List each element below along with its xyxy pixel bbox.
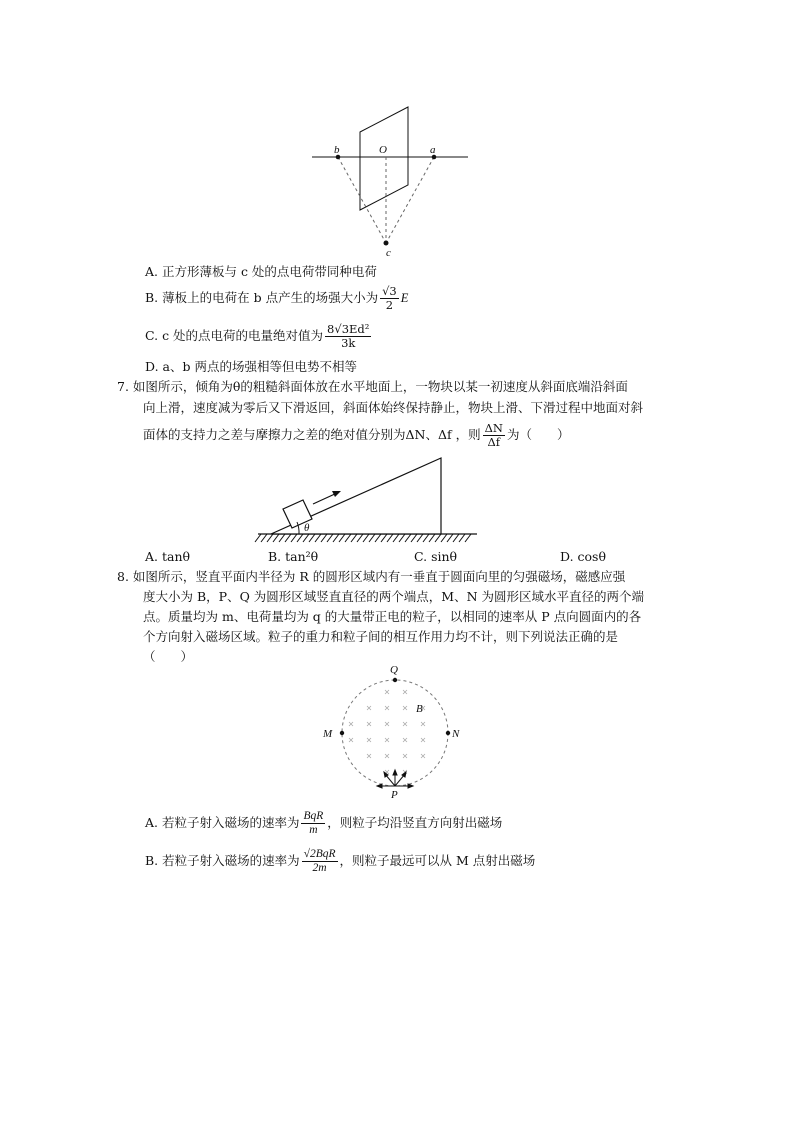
q8-option-a-numerator: BqR xyxy=(303,810,324,822)
hatch-mark xyxy=(261,534,267,542)
label-a: a xyxy=(430,144,436,156)
hatch-mark xyxy=(405,534,411,542)
q8-stem-line1: 8. 如图所示，竖直平面内半径为 R 的圆形区域内有一垂直于圆面向里的匀强磁场，磁感应强 xyxy=(117,569,626,584)
hatch-mark xyxy=(357,534,363,542)
q8-option-b xyxy=(145,848,535,875)
label-b-field: B xyxy=(416,703,423,715)
incline-figure xyxy=(255,450,485,550)
theta-label: θ xyxy=(304,522,310,534)
hatch-mark xyxy=(291,534,297,542)
hatch-mark xyxy=(411,534,417,542)
q6-option-b-text: B. 薄板上的电荷在 b 点产生的场强大小为 xyxy=(145,290,379,305)
label-c: c xyxy=(386,247,391,259)
hatch-mark xyxy=(327,534,333,542)
hatch-mark xyxy=(465,534,471,542)
field-cross-marks xyxy=(349,690,425,774)
hatch-mark xyxy=(363,534,369,542)
q7-option-c: C. sinθ xyxy=(414,549,458,564)
hatch-mark xyxy=(393,534,399,542)
hatch-mark xyxy=(333,534,339,542)
q6-option-b-denominator: 2 xyxy=(385,298,394,312)
label-q: Q xyxy=(390,664,398,676)
hatch-mark xyxy=(375,534,381,542)
q6-option-c-numerator: 8√3Ed² xyxy=(327,322,370,336)
hatch-mark xyxy=(447,534,453,542)
point-m-dot xyxy=(340,731,344,735)
square-plate xyxy=(360,107,408,210)
hatch-mark xyxy=(441,534,447,542)
q6-option-d: D. a、b 两点的场强相等但电势不相等 xyxy=(145,359,357,374)
label-n: N xyxy=(452,728,460,740)
hatch-mark xyxy=(387,534,393,542)
q6-option-b xyxy=(145,285,408,312)
q8-stem-line5: （ ） xyxy=(143,649,194,664)
q7-stem-line3 xyxy=(143,422,569,449)
hatch-mark xyxy=(381,534,387,542)
hatch-mark xyxy=(429,534,435,542)
q8-option-b-text: B. 若粒子射入磁场的速率为 xyxy=(145,853,300,868)
q6-option-c xyxy=(145,323,373,350)
hatch-mark xyxy=(303,534,309,542)
q6-option-c-denominator: 3k xyxy=(341,336,356,350)
q7-ratio-numerator: ΔN xyxy=(484,421,503,435)
velocity-arrow-line xyxy=(313,493,337,504)
q8-option-a-suffix: ，则粒子均沿竖直方向射出磁场 xyxy=(327,815,503,830)
point-n-dot xyxy=(446,731,450,735)
q8-option-a-text: A. 若粒子射入磁场的速率为 xyxy=(145,815,300,830)
hatch-mark xyxy=(345,534,351,542)
hatch-mark xyxy=(273,534,279,542)
q7-ratio-fraction xyxy=(483,422,505,449)
q6-option-b-suffix: E xyxy=(400,291,409,305)
q8-option-b-suffix: ，则粒子最远可以从 M 点射出磁场 xyxy=(339,853,536,868)
hatch-mark xyxy=(309,534,315,542)
velocity-arrow-head xyxy=(332,491,341,497)
q7-option-b: B. tan²θ xyxy=(268,549,319,564)
hatch-mark xyxy=(267,534,273,542)
p-velocity-arrows xyxy=(377,770,413,788)
hatch-mark xyxy=(423,534,429,542)
q8-option-a xyxy=(145,810,502,837)
q7-stem-line2: 向上滑，速度减为零后又下滑返回，斜面体始终保持静止，物块上滑、下滑过程中地面对斜 xyxy=(143,400,644,415)
q7-ratio-denominator: Δf xyxy=(487,435,501,449)
q8-stem-line3: 点。质量均为 m、电荷量均为 q 的大量带正电的粒子，以相同的速率从 P 点向圆面内的各 xyxy=(143,609,642,624)
q6-option-c-text: C. c 处的点电荷的电量绝对值为 xyxy=(145,328,324,343)
hatch-mark xyxy=(351,534,357,542)
hatch-mark xyxy=(321,534,327,542)
magnetic-field-figure xyxy=(315,660,475,800)
q7-option-d: D. cosθ xyxy=(560,549,606,564)
hatch-mark xyxy=(315,534,321,542)
hatch-mark xyxy=(399,534,405,542)
q7-option-a: A. tanθ xyxy=(145,549,191,564)
hatch-mark xyxy=(369,534,375,542)
hatch-mark xyxy=(279,534,285,542)
q8-option-a-fraction xyxy=(301,810,325,837)
hatch-mark xyxy=(453,534,459,542)
q7-stem-line3-text: 面体的支持力之差与摩擦力之差的绝对值分别为ΔN、Δf ，则 xyxy=(143,427,481,442)
q8-option-b-fraction xyxy=(302,848,338,875)
label-b: b xyxy=(334,144,340,156)
q7-stem-line3-suffix: 为（ ） xyxy=(506,427,570,442)
hatch-mark xyxy=(255,534,261,542)
q7-stem-line1: 7. 如图所示，倾角为θ的粗糙斜面体放在水平地面上，一物块以某一初速度从斜面底端沿斜面 xyxy=(117,379,628,394)
q8-stem-line2: 度大小为 B，P、Q 为圆形区域竖直直径的两个端点，M、N 为圆形区域水平直径的两个端 xyxy=(143,589,645,604)
label-p: P xyxy=(391,789,398,801)
hatch-mark xyxy=(417,534,423,542)
point-c-dot xyxy=(384,241,389,246)
q6-option-b-numerator: √3 xyxy=(382,284,397,298)
q6-option-b-fraction xyxy=(380,285,399,312)
q8-option-b-numerator: √2BqR xyxy=(303,848,336,860)
hatch-mark xyxy=(435,534,441,542)
label-m: M xyxy=(323,728,333,740)
q8-option-b-denominator: 2m xyxy=(312,862,327,874)
q6-option-c-fraction xyxy=(325,323,371,350)
q6-option-a: A. 正方形薄板与 c 处的点电荷带同种电荷 xyxy=(145,264,377,279)
q8-option-a-denominator: m xyxy=(309,824,318,836)
hatch-mark xyxy=(297,534,303,542)
hatch-mark xyxy=(459,534,465,542)
hatch-mark xyxy=(285,534,291,542)
hatch-mark xyxy=(339,534,345,542)
label-o: O xyxy=(379,144,387,156)
point-q-dot xyxy=(393,678,397,682)
plate-charge-figure xyxy=(300,95,480,265)
ground-hatching xyxy=(255,534,471,542)
q8-stem-line4: 个方向射入磁场区域。粒子的重力和粒子间的相互作用力均不计，则下列说法正确的是 xyxy=(143,629,619,644)
